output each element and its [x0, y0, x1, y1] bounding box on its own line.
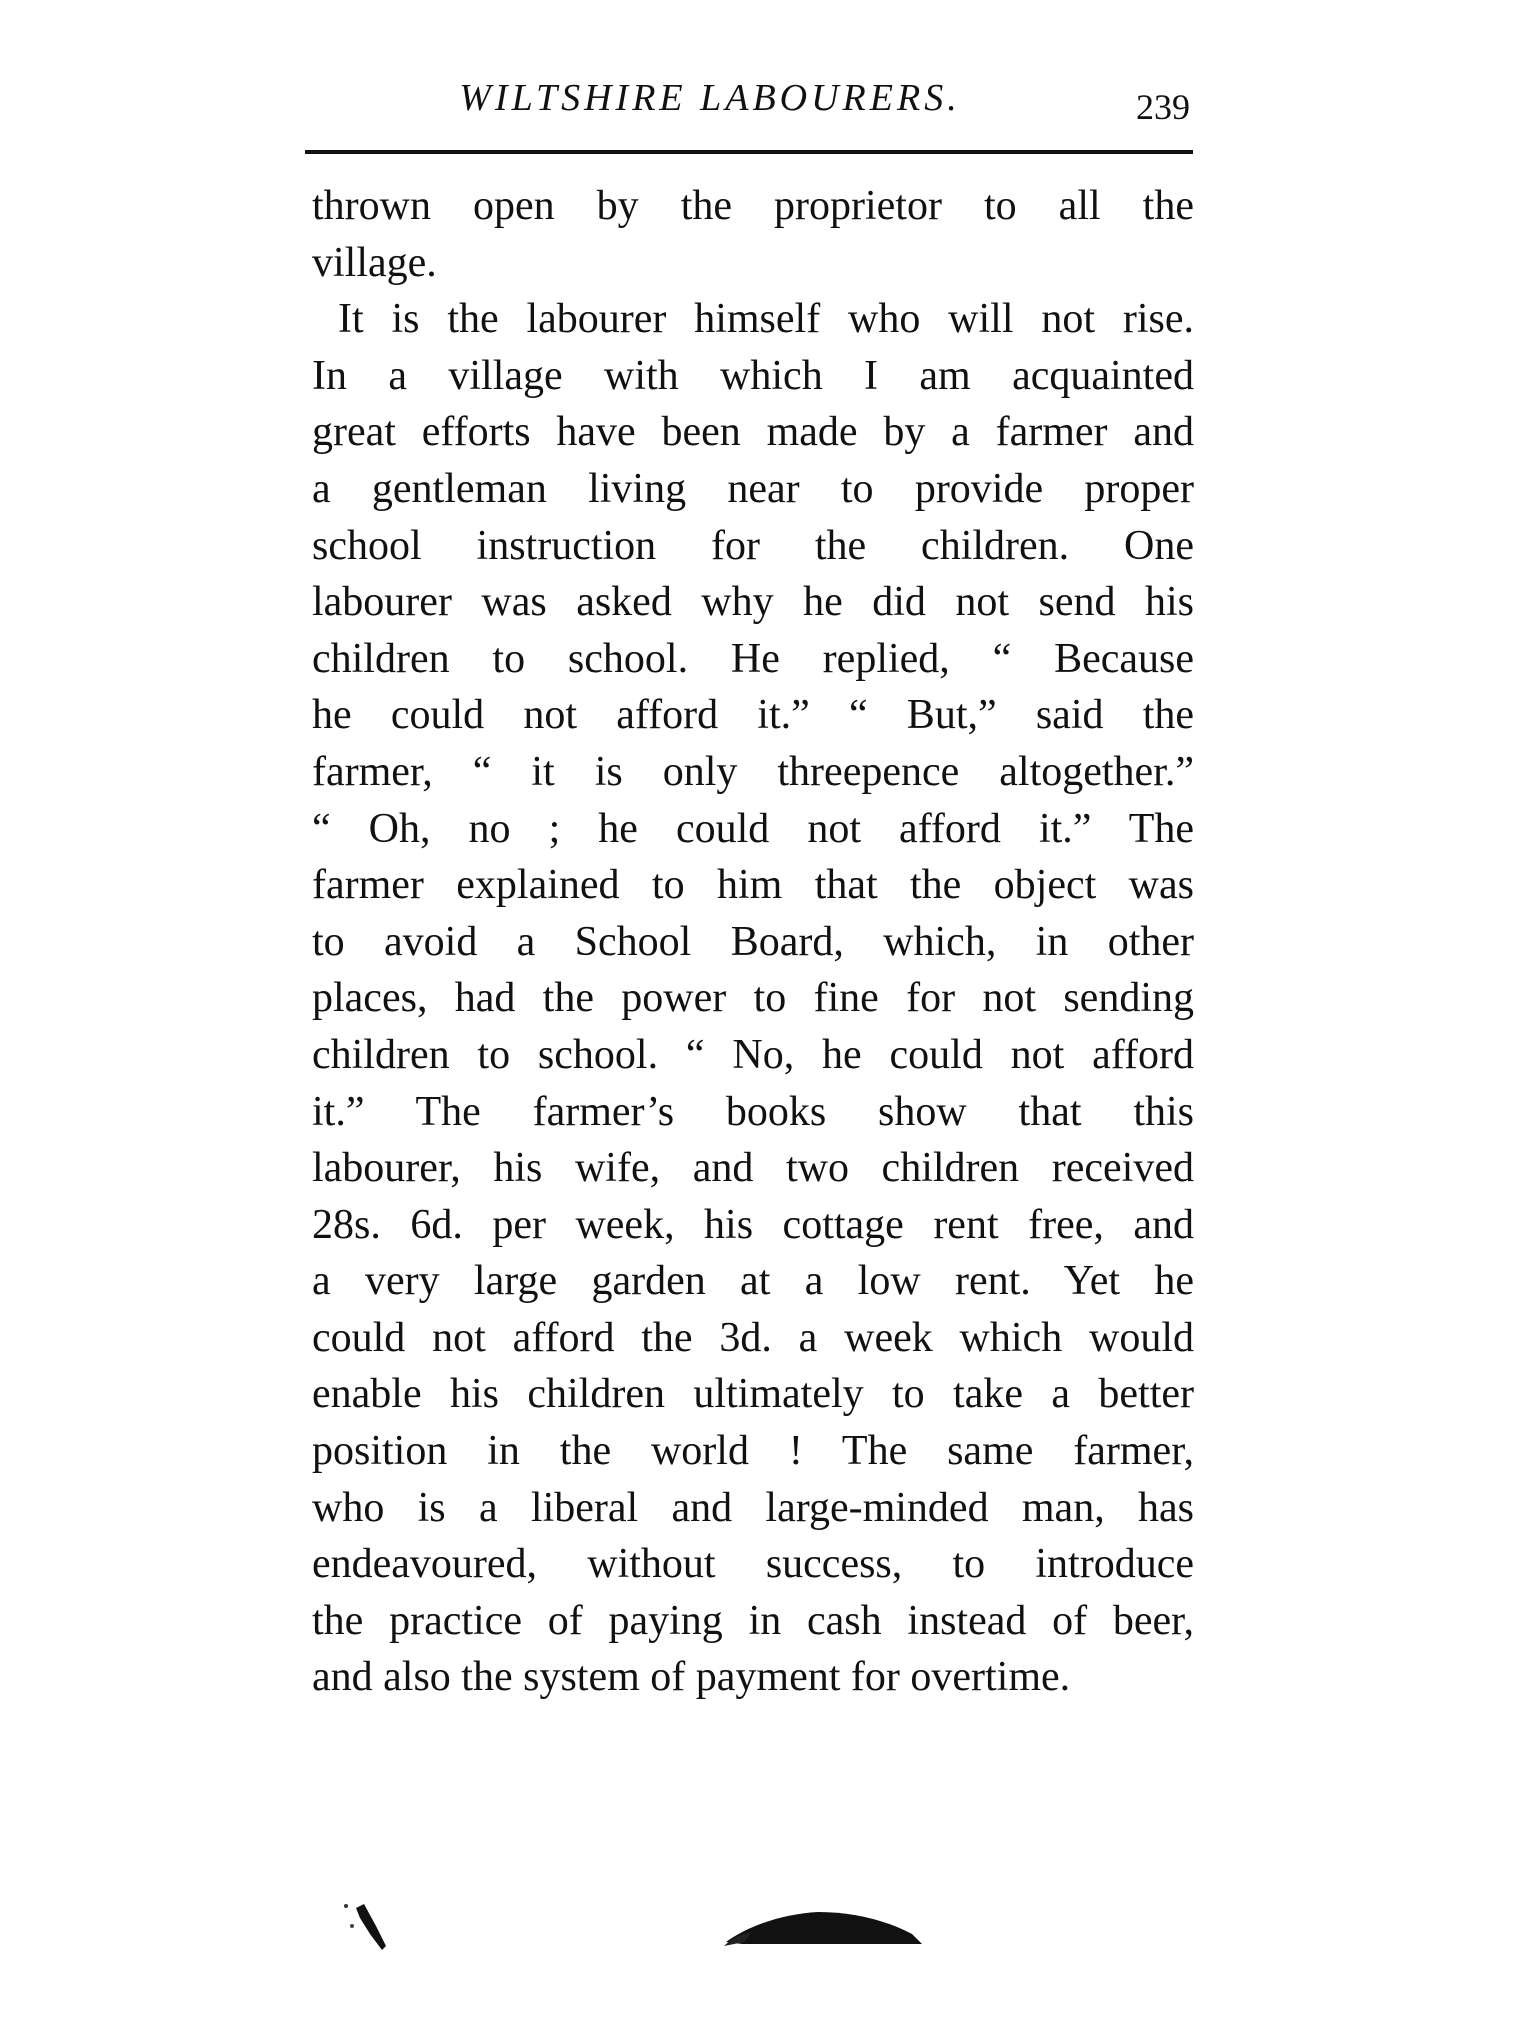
text-line: could not afford the 3d. a week which would: [312, 1314, 1194, 1361]
text-line: labourer was asked why he did not send his: [312, 579, 1194, 626]
text-line: he could not afford it.” “ But,” said the: [312, 692, 1194, 739]
text-line: position in the world ! The same farmer,: [312, 1428, 1194, 1475]
text-line: labourer, his wife, and two children received: [312, 1145, 1194, 1192]
text-line: school instruction for the children. One: [312, 522, 1194, 569]
text-line: to avoid a School Board, which, in other: [312, 918, 1194, 965]
text-line: places, had the power to fine for not sending: [312, 975, 1194, 1022]
ink-speck-dot: [350, 1924, 354, 1928]
text-line: enable his children ultimately to take a better: [312, 1371, 1194, 1418]
text-line: children to school. “ No, he could not afford: [312, 1031, 1194, 1078]
text-line: It is the labourer himself who will not rise.: [338, 296, 1194, 343]
running-title: WILTSHIRE LABOURERS.: [459, 77, 961, 119]
text-line: who is a liberal and large-minded man, has: [312, 1484, 1194, 1531]
text-line: farmer explained to him that the object was: [312, 862, 1194, 909]
text-line: farmer, “ it is only threepence altogether.”: [312, 748, 1194, 795]
text-line: thrown open by the proprietor to all the: [312, 183, 1194, 229]
ink-speck-dot: [344, 1904, 348, 1908]
text-line: village.: [312, 239, 437, 286]
text-line: and also the system of payment for overtime.: [312, 1654, 1071, 1701]
text-line: the practice of paying in cash instead of beer,: [312, 1597, 1194, 1644]
page-number: 239: [1136, 87, 1190, 127]
ink-speck-left: [356, 1904, 386, 1950]
text-line: a very large garden at a low rent. Yet he: [312, 1258, 1194, 1305]
text-line: 28s. 6d. per week, his cottage rent free, and: [312, 1201, 1194, 1248]
text-line: it.” The farmer’s books show that this: [312, 1088, 1194, 1135]
text-line: a gentleman living near to provide proper: [312, 465, 1194, 512]
text-line: In a village with which I am acquainted: [312, 352, 1194, 399]
ink-speck-right: [726, 1912, 922, 1944]
text-line: “ Oh, no ; he could not afford it.” The: [312, 805, 1194, 852]
text-line: endeavoured, without success, to introduce: [312, 1541, 1194, 1588]
text-line: children to school. He replied, “ Because: [312, 635, 1194, 682]
text-line: great efforts have been made by a farmer and: [312, 409, 1194, 456]
